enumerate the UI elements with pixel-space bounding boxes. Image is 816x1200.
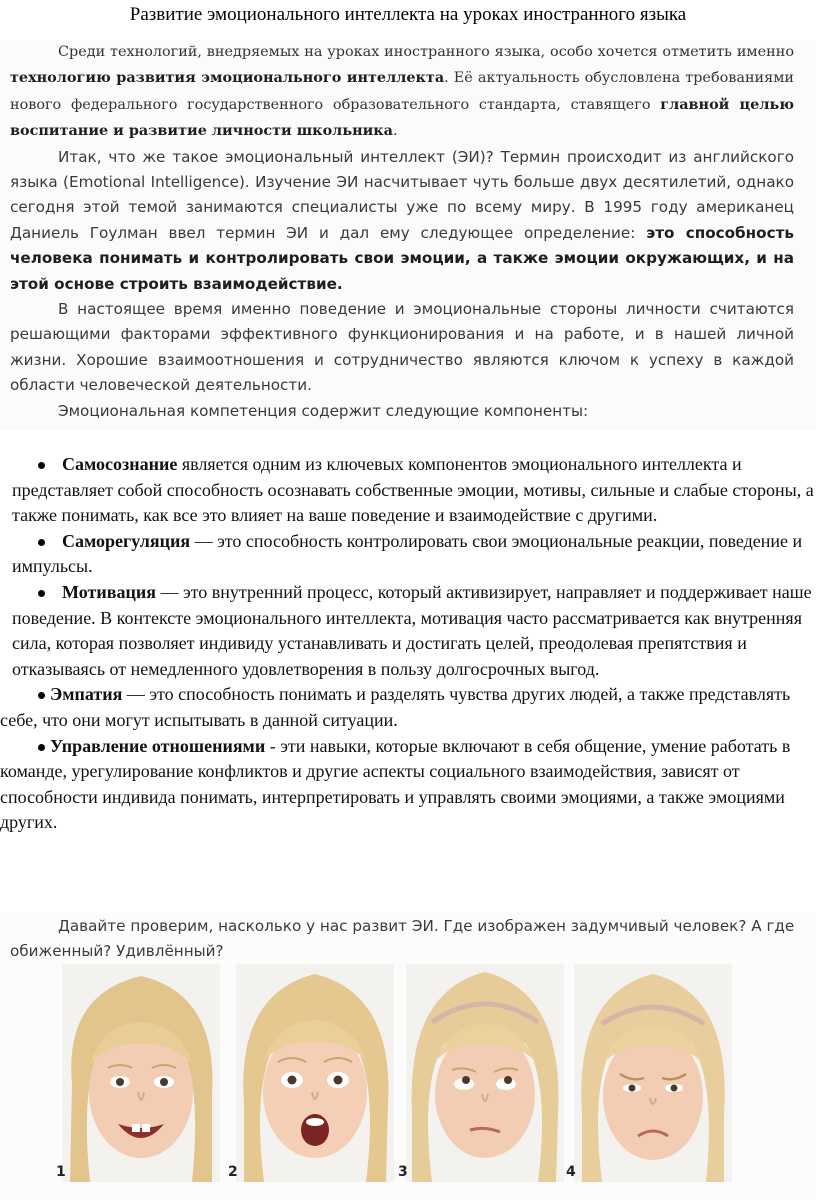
intro-scan — [0, 40, 816, 430]
quiz-question: Давайте проверим, насколько у нас развит ЭИ. Где изображен задумчивый человек? А где обиженный? Удивлённый? — [10, 917, 795, 960]
intro-paragraph-3: В настоящее время именно поведение и эмоциональные стороны личности считаются решающими факторами эффективного функционирования и на работе, и в нашей личной жизни. Хорошие взаимоотношения и сотрудничество являются ключом к успеху в каждой области человеческой деятельности. — [10, 300, 794, 395]
list-item — [0, 682, 816, 733]
component-text: — это способность контролировать свои эмоциональные реакции, поведение и импульсы. — [12, 530, 803, 577]
intro-paragraph-2: Итак, что же такое эмоциональный интеллект (ЭИ)? Термин происходит из английского языка (Emotional Intelligence). Изучение ЭИ насчитывает чуть больше двух десятилетий, однако сегодня этой темой занимаются специалисты уже по всему миру. В 1995 году американец Даниель Гоулман ввел термин ЭИ и дал ему следующее определение: это способность человека понимать и контролировать свои эмоции, а также эмоции окружающих, и на этой основе строить взаимодействие. — [10, 147, 794, 293]
list-item — [0, 452, 816, 529]
photo-number-2: 2 — [228, 1164, 238, 1180]
bullet-icon — [38, 539, 45, 546]
child-photo-1 — [62, 964, 220, 1182]
list-item — [0, 734, 816, 836]
component-term: Мотивация — [62, 581, 156, 602]
component-term: Эмпатия — [50, 684, 123, 705]
list-item — [0, 529, 816, 580]
component-text: — это внутренний процесс, который активизирует, направляет и поддерживает наше поведение. В контексте эмоционального интеллекта, мотивация часто рассматривается как внутренняя сила, которая позволяет индивиду устанавливать и достигать целей, преодолевая препятствия и отказываясь от немедленного удовлетворения в пользу долгосрочных выгод. — [12, 581, 812, 679]
component-term: Саморегуляция — [62, 530, 191, 551]
component-text: является одним из ключевых компонентов эмоционального интеллекта и представляет собой способность осознавать собственные эмоции, мотивы, сильные и слабые стороны, а также понимать, как все это влияет на ваше поведение и взаимодействие с другими. — [12, 454, 814, 526]
component-term: Управление отношениями — [50, 735, 266, 756]
photo-number-1: 1 — [56, 1164, 66, 1180]
list-item — [0, 580, 816, 682]
term-emotional-intelligence-technology: технологию развития эмоционального интеллекта — [10, 69, 445, 87]
bullet-icon — [38, 462, 45, 469]
component-text: — это способность понимать и разделять чувства других людей, а также представлять себе, что они могут испытывать в данной ситуации. — [0, 684, 791, 730]
term-main-goal: главной целью воспитание и развитие личности школьника — [10, 95, 794, 140]
intro-paragraph-1: Среди технологий, внедряемых на уроках иностранного языка, особо хочется отметить именно технологию развития эмоционального интеллекта. Её актуальность обусловлена требованиями нового федерального государственного образовательного стандарта, ставящего главной целью воспитание и развитие личности школьника. — [10, 44, 794, 140]
goleman-definition: это способность человека понимать и контролировать свои эмоции, а также эмоции окружающих, и на этой основе строить взаимодействие. — [10, 223, 794, 293]
photo-number-4: 4 — [566, 1164, 576, 1180]
intro-paragraph-4: Эмоциональная компетенция содержит следующие компоненты: — [58, 401, 589, 420]
bullet-icon — [38, 590, 45, 597]
components-list — [0, 452, 816, 836]
child-photo-4 — [574, 964, 732, 1182]
photo-number-3: 3 — [398, 1164, 408, 1180]
quiz-scan — [0, 912, 816, 1200]
component-term: Самосознание — [62, 454, 178, 474]
child-photo-3 — [406, 964, 564, 1182]
child-photo-2 — [236, 964, 394, 1182]
page-title: Развитие эмоционального интеллекта на уроках иностранного языка — [129, 4, 687, 25]
bullet-icon — [38, 744, 45, 751]
component-text: - эти навыки, которые включают в себя общение, умение работать в команде, урегулирование конфликтов и другие аспекты социального взаимодействия, зависят от способности индивида понимать, интерпретировать и управлять своими эмоциями, а также эмоциями других. — [0, 735, 791, 833]
